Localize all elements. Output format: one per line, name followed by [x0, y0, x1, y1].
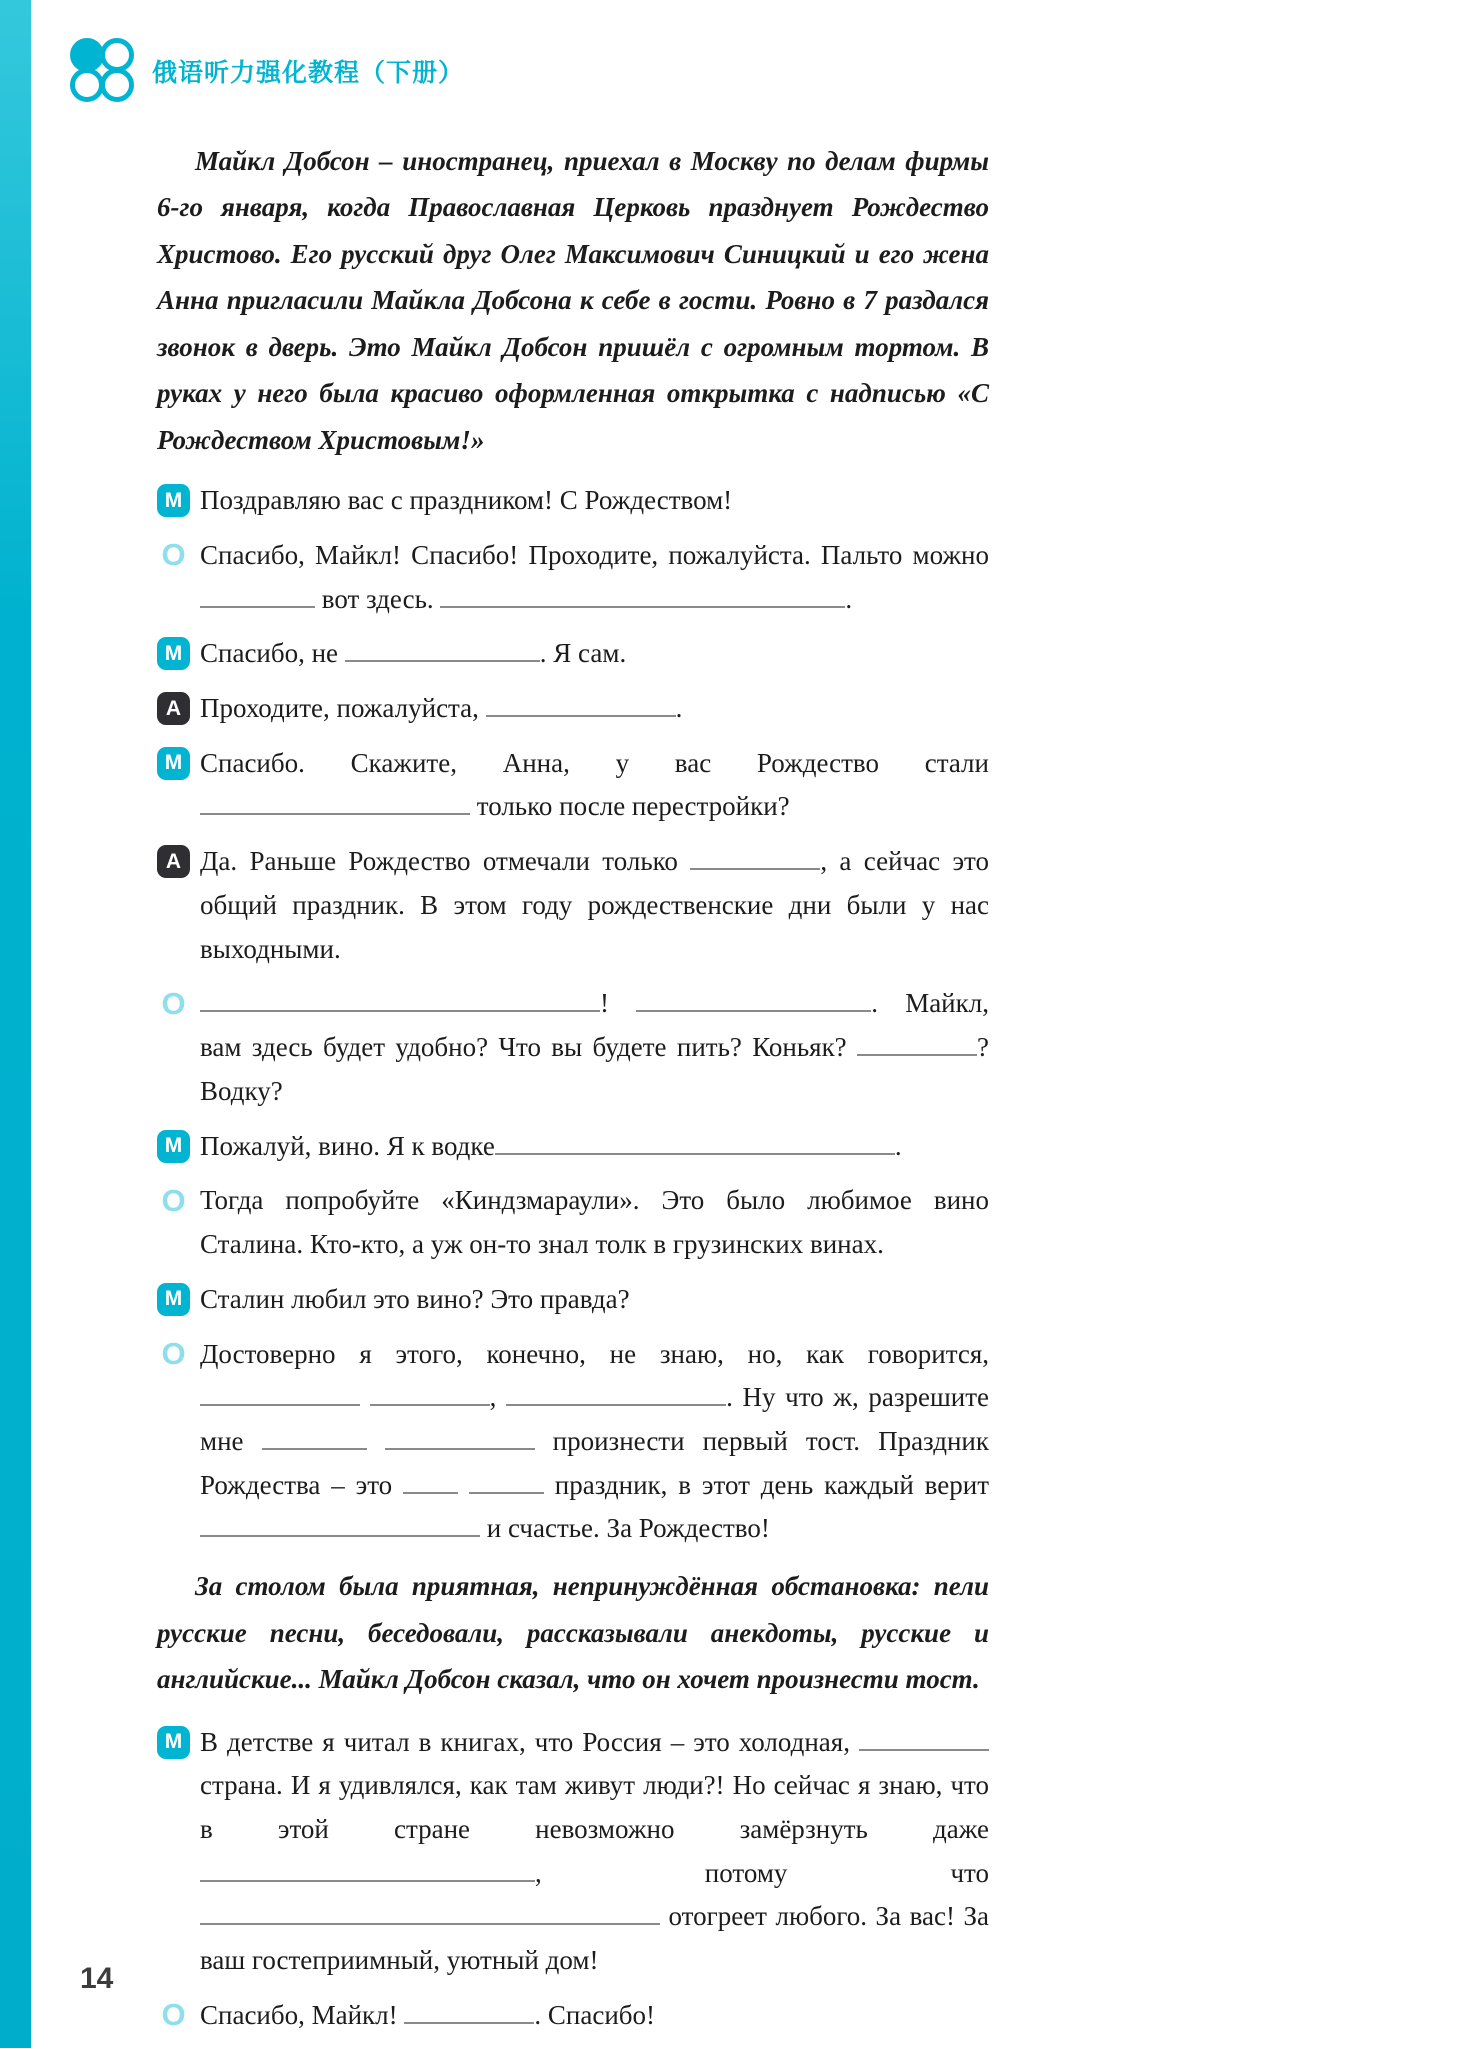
speaker-badge-o: O: [161, 1336, 186, 1372]
fill-in-blank: [857, 1040, 977, 1056]
narration-paragraph: За столом была приятная, непринуждённая обстановка: пели русские песни, беседовали, рассказывали анекдоты, русские и английские... Майкл Добсон сказал, что он хочет произнести тост.: [157, 1571, 989, 1695]
book-title: 俄语听力强化教程（下册）: [152, 59, 465, 87]
intro-paragraph: Майкл Добсон – иностранец, приехал в Москву по делам фирмы 6-го января, когда Православная Церковь празднует Рождество Христово. Его русский друг Олег Максимович Синицкий и его жена Анна пригласили Майкла Добсона к себе в гости. Ровно в 7 раздался звонок в дверь. Это Майкл Добсон пришёл с огромным тортом. В руках у него была красиво оформленная открытка с надписью «С Рождеством Христовым!»: [157, 146, 989, 455]
page-content: [157, 138, 989, 2049]
fill-in-blank: [200, 592, 315, 608]
dialogue-text: ! . Майкл, вам здесь будет удобно? Что вы будете пить? Коньяк? ? Водку?: [200, 988, 989, 1106]
fill-in-blank: [385, 1434, 535, 1450]
dialogue-line: [157, 1994, 989, 2038]
dialogue-line: [157, 982, 989, 1113]
fill-in-blank: [495, 1139, 895, 1155]
dialogue-text: Спасибо, Майкл! Спасибо! Проходите, пожалуйста. Пальто можно вот здесь. .: [200, 539, 989, 614]
speaker-badge-m: M: [157, 637, 190, 670]
dialogue-line: [157, 1278, 989, 1322]
fill-in-blank: [404, 2008, 534, 2024]
fill-in-blank: [200, 996, 600, 1012]
fill-in-blank: [859, 1735, 989, 1751]
dialogue-line: [157, 1179, 989, 1266]
dialogue-line: [157, 479, 989, 523]
speaker-badge-o: O: [161, 1997, 186, 2033]
speaker-badge-o: O: [161, 1182, 186, 1218]
speaker-badge-m: M: [157, 1726, 190, 1759]
dialogue-line: [157, 632, 989, 676]
fill-in-blank: [345, 646, 540, 662]
speaker-badge-a: A: [157, 692, 190, 725]
fill-in-blank: [469, 1478, 544, 1494]
dialogue-text: Поздравляю вас с праздником! С Рождеством!: [200, 485, 733, 516]
fill-in-blank: [370, 1390, 490, 1406]
fill-in-blank: [262, 1434, 367, 1450]
fill-in-blank: [200, 1390, 360, 1406]
speaker-badge-a: A: [157, 845, 190, 878]
logo-circle: [100, 38, 134, 72]
dialogue-text: Проходите, пожалуйста, .: [200, 693, 683, 723]
fill-in-blank: [200, 1909, 660, 1925]
speaker-badge-m: M: [157, 1283, 190, 1316]
fill-in-blank: [690, 854, 820, 870]
fill-in-blank: [636, 996, 871, 1012]
logo-circle: [100, 68, 134, 102]
logo-circle: [70, 38, 104, 72]
fill-in-blank: [200, 1521, 480, 1537]
dialogue-line: [157, 840, 989, 971]
logo-circle: [70, 68, 104, 102]
left-accent-bar: [0, 0, 31, 2048]
fill-in-blank: [200, 1866, 535, 1882]
speaker-badge-o: O: [161, 537, 186, 573]
dialogue-line: [157, 1721, 989, 1983]
dialogue-text: Тогда попробуйте «Киндзмараули». Это было любимое вино Сталина. Кто-кто, а уж он-то знал толк в грузинских винах.: [200, 1185, 989, 1260]
fill-in-blank: [403, 1478, 458, 1494]
dialogue-text: Пожалуй, вино. Я к водке .: [200, 1130, 902, 1161]
dialogue-text: В детстве я читал в книгах, что Россия – это холодная, страна. И я удивлялся, как там живут люди?! Но сейчас я знаю, что в этой стране невозможно замёрзнуть даже , потому что отогреет любого. За вас! За ваш гостеприимный, уютный дом!: [200, 1726, 989, 1976]
dialogue-line: [157, 534, 989, 621]
dialogue-line: [157, 742, 989, 829]
fill-in-blank: [486, 701, 676, 717]
speaker-badge-m: M: [157, 747, 190, 780]
dialogue-text: Спасибо, не . Я сам.: [200, 638, 627, 669]
fill-in-blank: [506, 1390, 726, 1406]
speaker-badge-o: O: [161, 985, 186, 1021]
dialogue-text: Сталин любил это вино? Это правда?: [200, 1283, 630, 1314]
dialogue-line: [157, 687, 989, 731]
fill-in-blank: [200, 799, 470, 815]
dialogue-text: Спасибо. Скажите, Анна, у вас Рождество стали только после перестройки?: [200, 747, 989, 822]
page-number: 14: [80, 1962, 114, 1995]
speaker-badge-m: M: [157, 1130, 190, 1163]
dialogue-text: Достоверно я этого, конечно, не знаю, но, как говорится, , . Ну что ж, разрешите мне произнести первый тост. Праздник Рождества – это праздник, в этот день каждый верит и счастье. За Рождество!: [200, 1338, 989, 1544]
fill-in-blank: [440, 592, 845, 608]
dialogue-line: [157, 1125, 989, 1169]
dialogue-section: [157, 479, 989, 2038]
page-header: [70, 38, 464, 104]
dialogue-line: [157, 1333, 989, 1552]
speaker-badge-m: M: [157, 484, 190, 517]
publisher-logo-icon: [70, 38, 136, 104]
dialogue-text: Да. Раньше Рождество отмечали только , а сейчас это общий праздник. В этом году рождественские дни были у нас выходными.: [200, 846, 989, 964]
dialogue-text: Спасибо, Майкл! . Спасибо!: [200, 1999, 655, 2030]
